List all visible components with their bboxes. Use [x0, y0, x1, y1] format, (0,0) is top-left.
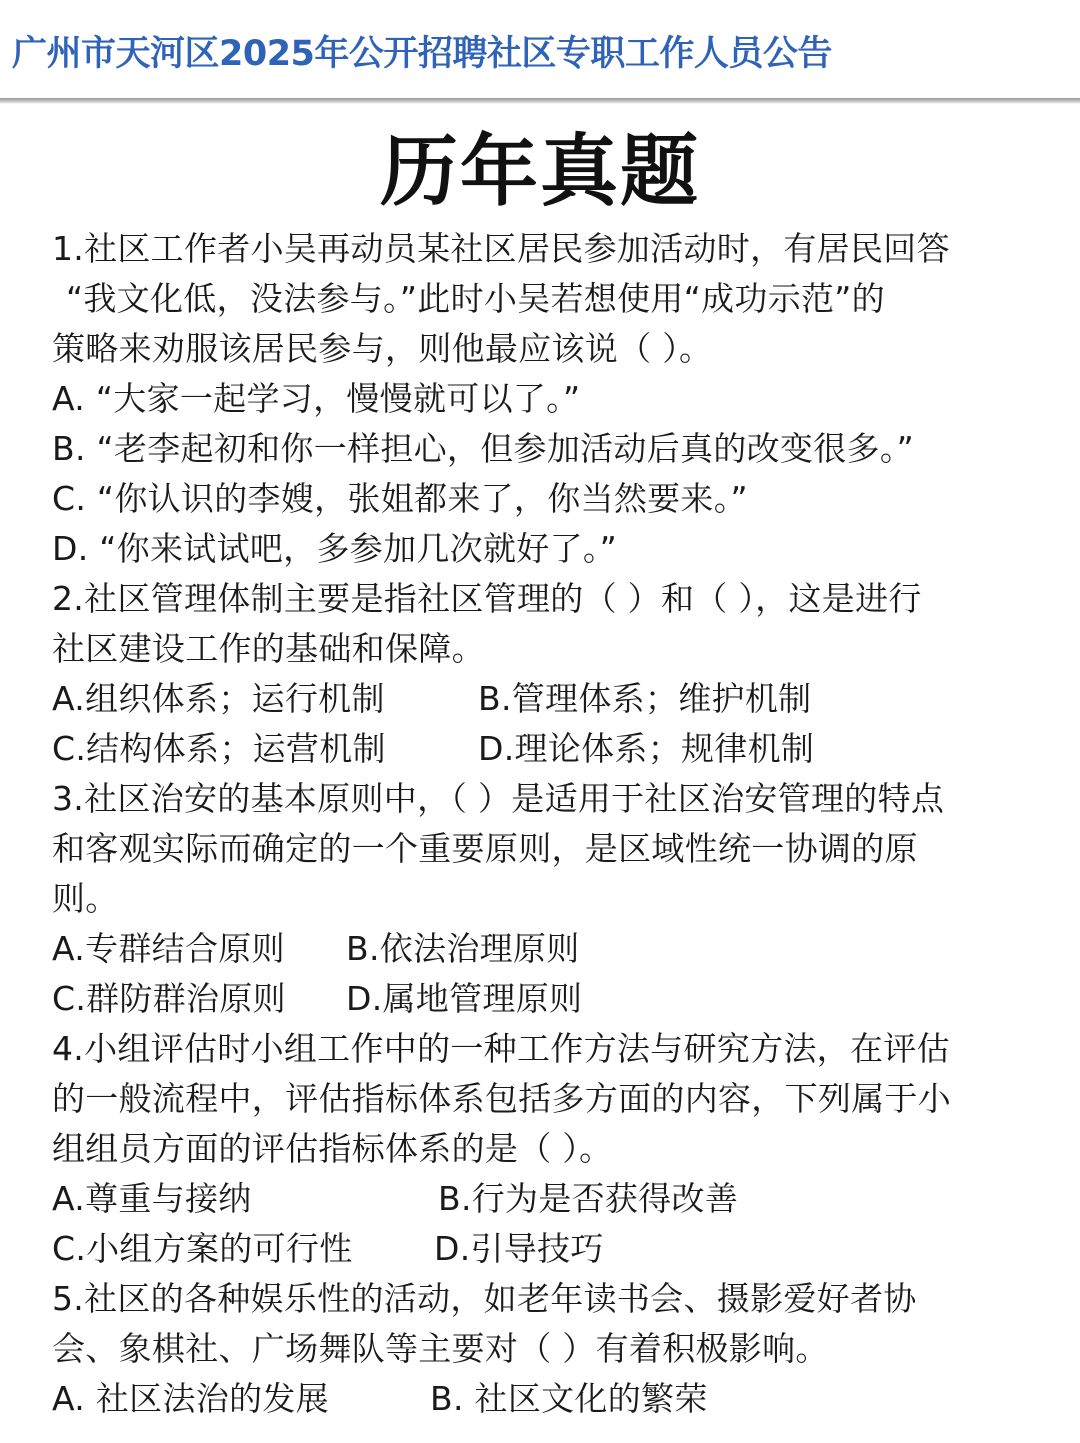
option-d: D. “你来试试吧，多参加几次就好了。”	[52, 529, 618, 568]
option-b: B. 社区文化的繁荣	[430, 1379, 708, 1418]
question-list	[52, 224, 1042, 1424]
question-1	[52, 224, 1042, 574]
question-text-line: 4.小组评估时小组工作中的一种工作方法与研究方法，在评估	[52, 1029, 950, 1068]
question-text-line: 和客观实际而确定的一个重要原则，是区域性统一协调的原	[52, 829, 918, 868]
option-b: B.依法治理原则	[346, 929, 580, 968]
question-text-line: 1.社区工作者小吴再动员某社区居民参加活动时，有居民回答	[52, 229, 950, 268]
option-a: A.尊重与接纳	[52, 1179, 252, 1218]
page-heading: 历年真题	[379, 127, 700, 217]
option-d: D.理论体系；规律机制	[478, 729, 815, 768]
question-4	[52, 1024, 1042, 1274]
option-a: A.专群结合原则	[52, 929, 285, 968]
option-c: C.结构体系；运营机制	[52, 729, 386, 768]
option-b: B. “老李起初和你一样担心，但参加活动后真的改变很多。”	[52, 429, 915, 468]
question-5	[52, 1274, 1042, 1424]
option-c: C.小组方案的可行性	[52, 1229, 353, 1268]
question-text-line: 5.社区的各种娱乐性的活动，如老年读书会、摄影爱好者协	[52, 1279, 917, 1318]
question-3	[52, 774, 1042, 1024]
question-text-line: 的一般流程中，评估指标体系包括多方面的内容，下列属于小	[52, 1079, 952, 1118]
option-a: A. “大家一起学习，慢慢就可以了。”	[52, 379, 581, 418]
option-c: C. “你认识的李嫂，张姐都来了，你当然要来。”	[52, 479, 748, 518]
option-c: C.群防群治原则	[52, 979, 286, 1018]
option-b: B.管理体系；维护机制	[478, 679, 812, 718]
question-text-line: 社区建设工作的基础和保障。	[52, 629, 485, 668]
banner-title: 广州市天河区2025年公开招聘社区专职工作人员公告	[12, 34, 832, 74]
option-a: A.组织体系；运行机制	[52, 679, 385, 718]
banner-divider	[0, 98, 1080, 104]
option-row	[52, 1374, 1042, 1424]
question-2	[52, 574, 1042, 774]
option-row	[52, 724, 1042, 774]
option-row	[52, 924, 1042, 974]
question-text-line: 策略来劝服该居民参与，则他最应该说（ ）。	[52, 329, 713, 368]
question-text-line: 组组员方面的评估指标体系的是（ ）。	[52, 1129, 613, 1168]
question-text-line: “我文化低，没法参与。”此时小吴若想使用“成功示范”的	[66, 279, 885, 318]
question-text-line: 会、象棋社、广场舞队等主要对（ ）有着积极影响。	[52, 1329, 829, 1368]
option-row	[52, 1224, 1042, 1274]
option-row	[52, 974, 1042, 1024]
option-d: D.属地管理原则	[346, 979, 583, 1018]
announcement-banner	[0, 0, 1080, 98]
question-text-line: 3.社区治安的基本原则中，（ ）是适用于社区治安管理的特点	[52, 779, 945, 818]
option-a: A. 社区法治的发展	[52, 1379, 329, 1418]
question-text-line: 2.社区管理体制主要是指社区管理的（ ）和（ ），这是进行	[52, 579, 922, 618]
option-row	[52, 674, 1042, 724]
option-row	[52, 1174, 1042, 1224]
option-b: B.行为是否获得改善	[438, 1179, 739, 1218]
question-text-line: 则。	[52, 879, 119, 918]
option-d: D.引导技巧	[434, 1229, 604, 1268]
